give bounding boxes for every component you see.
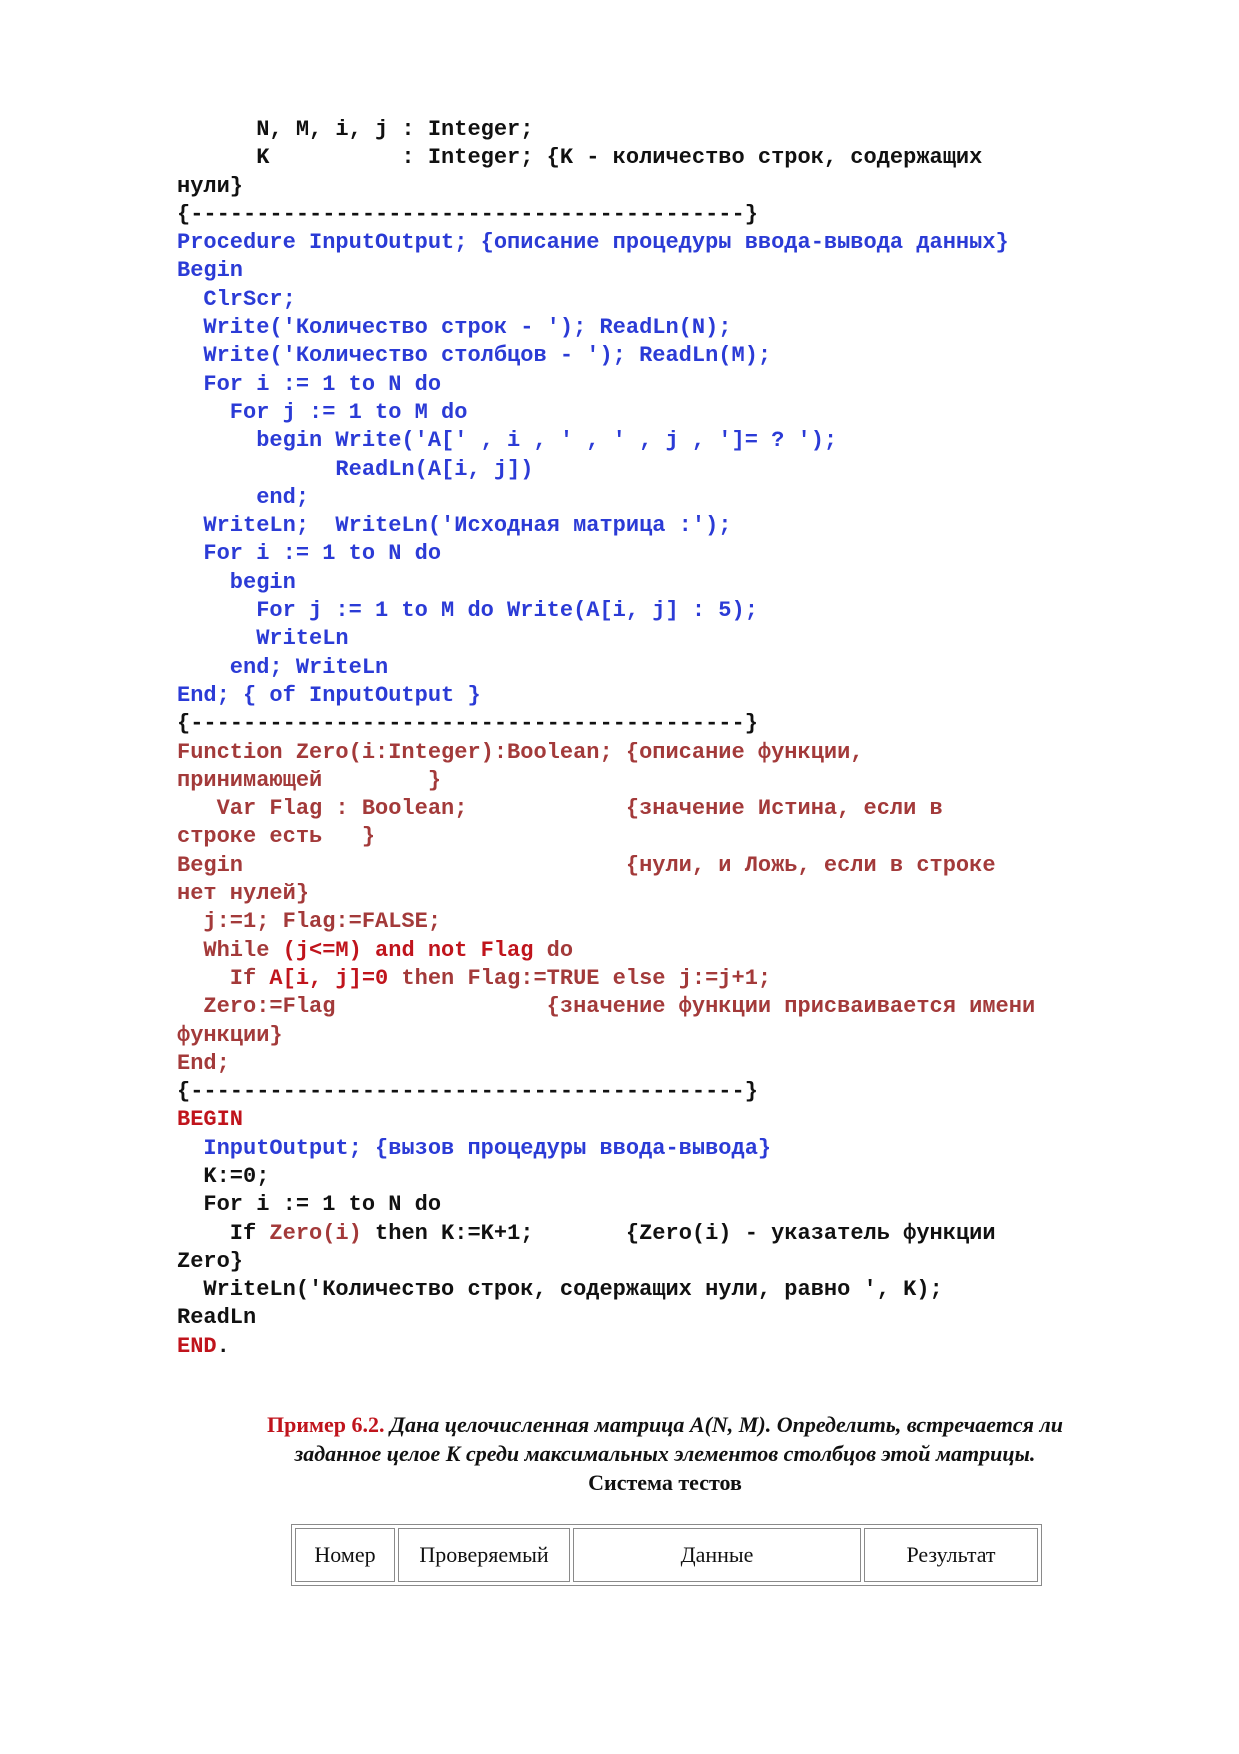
code-segment: Begin xyxy=(177,258,244,284)
code-line xyxy=(177,512,1157,540)
code-segment: Zero:=Flag {значение функции присваивается имени xyxy=(177,994,1036,1020)
code-line xyxy=(177,286,1157,314)
code-segment: {------------------------------------------} xyxy=(177,201,758,227)
code-line xyxy=(177,201,1157,229)
code-segment: end; xyxy=(177,484,310,510)
code-line xyxy=(177,1276,1157,1304)
code-segment: begin xyxy=(177,569,296,595)
code-segment: Zero(i) xyxy=(269,1220,362,1246)
code-segment: j:=1; Flag:=FALSE; xyxy=(177,909,442,935)
example-label: Пример 6.2. xyxy=(266,1412,385,1437)
code-line xyxy=(177,993,1157,1021)
code-line xyxy=(177,739,1157,767)
code-line xyxy=(177,399,1157,427)
example-block xyxy=(150,1410,1180,1497)
code-line xyxy=(177,342,1157,370)
code-line xyxy=(177,540,1157,568)
code-segment: For i := 1 to N do xyxy=(177,541,442,567)
code-segment: . xyxy=(216,1333,230,1359)
code-line xyxy=(177,427,1157,455)
code-segment: Zero} xyxy=(177,1248,244,1274)
tests-table-header-row xyxy=(295,1528,1038,1582)
code-segment: For j := 1 to M do xyxy=(177,399,468,425)
code-line xyxy=(177,880,1157,908)
header-data: Данные xyxy=(573,1528,861,1582)
code-segment: If xyxy=(177,965,270,991)
code-segment: Procedure InputOutput; {описание процедуры ввода-вывода данных} xyxy=(177,230,1009,256)
code-segment: ReadLn xyxy=(177,1305,257,1331)
header-result: Результат xyxy=(864,1528,1038,1582)
example-text-line-1: Дана целочисленная матрица A(N, M). Определить, встречается ли xyxy=(389,1412,1064,1437)
code-line xyxy=(177,456,1157,484)
code-segment: BEGIN xyxy=(177,1107,244,1133)
code-line xyxy=(177,654,1157,682)
code-line xyxy=(177,1050,1157,1078)
code-line xyxy=(177,937,1157,965)
code-segment: {------------------------------------------} xyxy=(177,1079,758,1105)
code-segment: begin Write('A[' , i , ' , ' , j , ']= ? '); xyxy=(177,428,838,454)
code-line xyxy=(177,144,1157,172)
code-segment: WriteLn; WriteLn('Исходная матрица :'); xyxy=(177,513,732,539)
code-line xyxy=(177,116,1157,144)
tests-table xyxy=(291,1524,1042,1586)
code-line xyxy=(177,852,1157,880)
code-line xyxy=(177,1333,1157,1361)
code-segment: For i := 1 to N do xyxy=(177,371,442,397)
code-line xyxy=(177,1304,1157,1332)
code-segment: строке есть } xyxy=(177,824,376,850)
code-segment: WriteLn xyxy=(177,626,349,652)
code-segment: End; xyxy=(177,1050,230,1076)
code-segment: (j<=M) and not Flag xyxy=(282,937,534,963)
code-line xyxy=(177,1078,1157,1106)
code-line xyxy=(177,597,1157,625)
code-line xyxy=(177,257,1157,285)
code-segment: then K:=K+1; {Zero(i) - указатель функции xyxy=(361,1220,996,1246)
code-segment: end; WriteLn xyxy=(177,654,389,680)
code-segment: ReadLn(A[i, j]) xyxy=(177,456,534,482)
code-line xyxy=(177,908,1157,936)
code-line xyxy=(177,173,1157,201)
code-segment: {------------------------------------------} xyxy=(177,711,758,737)
code-line xyxy=(177,1135,1157,1163)
code-line xyxy=(177,371,1157,399)
code-segment: A[i, j]=0 xyxy=(269,965,389,991)
code-segment: End; { of InputOutput } xyxy=(177,682,481,708)
code-segment: For i := 1 to N do xyxy=(177,1192,442,1218)
code-segment: While xyxy=(177,937,283,963)
code-line xyxy=(177,569,1157,597)
code-line xyxy=(177,1191,1157,1219)
code-line xyxy=(177,795,1157,823)
code-line xyxy=(177,484,1157,512)
header-checked: Проверяемый xyxy=(398,1528,570,1582)
code-segment: Begin {нули, и Ложь, если в строке xyxy=(177,852,996,878)
code-line xyxy=(177,1248,1157,1276)
code-line xyxy=(177,965,1157,993)
code-segment: do xyxy=(533,937,574,963)
code-line xyxy=(177,710,1157,738)
code-line xyxy=(177,1106,1157,1134)
pascal-code-listing xyxy=(177,116,1157,1361)
code-segment: InputOutput; {вызов процедуры ввода-вывода} xyxy=(177,1135,772,1161)
code-segment: N, M, i, j : Integer; xyxy=(177,117,534,142)
code-line xyxy=(177,314,1157,342)
example-text-line-2: заданное целое K среди максимальных элементов столбцов этой матрицы. xyxy=(294,1441,1036,1466)
code-segment: Var Flag : Boolean; {значение Истина, если в xyxy=(177,796,943,822)
code-line xyxy=(177,625,1157,653)
tests-title: Система тестов xyxy=(588,1470,742,1495)
code-line xyxy=(177,1220,1157,1248)
header-number: Номер xyxy=(295,1528,395,1582)
code-segment: нет нулей} xyxy=(177,881,310,907)
code-line xyxy=(177,767,1157,795)
code-segment: функции} xyxy=(177,1022,283,1048)
code-segment: Function Zero(i:Integer):Boolean; {описание функции, xyxy=(177,739,864,765)
code-line xyxy=(177,823,1157,851)
code-segment: END xyxy=(177,1333,217,1359)
code-segment: K:=0; xyxy=(177,1163,270,1189)
code-segment: then Flag:=TRUE else j:=j+1; xyxy=(388,965,772,991)
code-line xyxy=(177,1163,1157,1191)
code-line xyxy=(177,682,1157,710)
code-segment: Write('Количество столбцов - '); ReadLn(M); xyxy=(177,343,772,369)
code-segment: If xyxy=(177,1220,270,1246)
code-segment: K : Integer; {K - количество строк, содержащих xyxy=(177,145,983,171)
code-segment: принимающей } xyxy=(177,767,442,793)
example-line-1 xyxy=(150,1410,1180,1439)
code-segment: Write('Количество строк - '); ReadLn(N); xyxy=(177,315,732,341)
code-segment: ClrScr; xyxy=(177,286,296,312)
code-segment: нули} xyxy=(177,173,244,199)
code-segment: WriteLn('Количество строк, содержащих нули, равно ', K); xyxy=(177,1277,943,1303)
code-line xyxy=(177,1022,1157,1050)
code-line xyxy=(177,229,1157,257)
code-segment: For j := 1 to M do Write(A[i, j] : 5); xyxy=(177,598,758,624)
